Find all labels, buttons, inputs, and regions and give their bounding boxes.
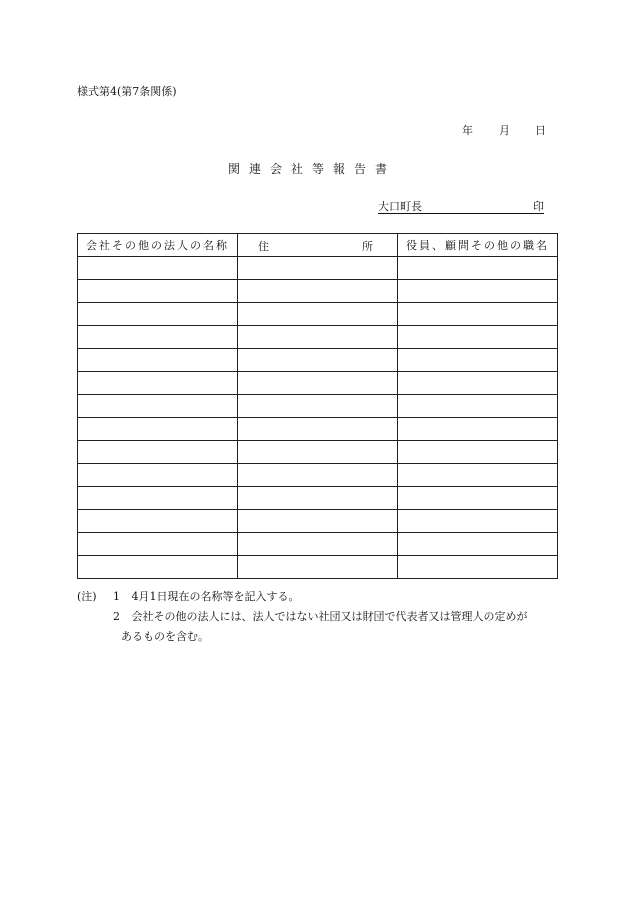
addressee-name: 大口町長 [378,200,422,213]
table-cell[interactable] [398,510,558,533]
table-cell[interactable] [238,556,398,579]
table-cell[interactable] [238,257,398,280]
table-row [78,510,558,533]
table-row [78,441,558,464]
table-cell[interactable] [238,418,398,441]
table-cell[interactable] [238,395,398,418]
table-cell[interactable] [78,464,238,487]
table-cell[interactable] [78,395,238,418]
table-row [78,349,558,372]
table-cell[interactable] [78,533,238,556]
document-title: 関連会社等報告書 [228,162,397,176]
table-cell[interactable] [238,464,398,487]
table-cell[interactable] [78,372,238,395]
header-address-part1: 住 [258,240,271,253]
table-cell[interactable] [78,510,238,533]
table-cell[interactable] [78,303,238,326]
table-cell[interactable] [238,349,398,372]
table-cell[interactable] [398,441,558,464]
note-item-2 [113,607,528,626]
table-row [78,418,558,441]
date-day-label: 日 [535,124,546,137]
table-row [78,326,558,349]
table-row [78,372,558,395]
date-year-label: 年 [462,124,473,137]
table-cell[interactable] [238,441,398,464]
table-cell[interactable] [398,326,558,349]
note-number: 1 [113,590,120,603]
table-row [78,556,558,579]
table-row [78,395,558,418]
table-cell[interactable] [398,395,558,418]
table-cell[interactable] [78,257,238,280]
table-row [78,533,558,556]
header-company-name: 会社その他の法人の名称 [78,234,238,257]
table-cell[interactable] [238,510,398,533]
seal-label: 印 [533,200,544,213]
table-cell[interactable] [238,372,398,395]
table-cell[interactable] [398,372,558,395]
table-body [78,257,558,579]
table-cell[interactable] [238,487,398,510]
addressee-line [378,198,544,214]
note-marker: (注) [77,590,97,603]
table-cell[interactable] [78,441,238,464]
note-text: 4月1日現在の名称等を記入する。 [131,590,300,603]
table-cell[interactable] [78,556,238,579]
table-cell[interactable] [398,556,558,579]
note-item-1 [113,587,300,606]
table-cell[interactable] [398,257,558,280]
related-company-table [77,233,558,579]
note-number: 2 [113,610,120,623]
table-cell[interactable] [398,464,558,487]
table-cell[interactable] [398,418,558,441]
table-cell[interactable] [78,280,238,303]
header-address [238,234,398,257]
table-row [78,280,558,303]
table-row [78,303,558,326]
form-number: 様式第4(第7条関係) [77,85,177,98]
table-cell[interactable] [238,303,398,326]
table-cell[interactable] [238,326,398,349]
table-cell[interactable] [238,280,398,303]
table-cell[interactable] [398,533,558,556]
table-cell[interactable] [78,326,238,349]
table-cell[interactable] [398,349,558,372]
table-cell[interactable] [398,487,558,510]
table-cell[interactable] [78,418,238,441]
note-item-2-continuation: あるものを含む。 [121,630,209,643]
header-position: 役員、顧問その他の職名 [398,234,558,257]
header-address-part2: 所 [362,240,375,253]
table-cell[interactable] [398,280,558,303]
table-row [78,487,558,510]
date-month-label: 月 [499,124,510,137]
table-cell[interactable] [78,349,238,372]
table-cell[interactable] [398,303,558,326]
table-header-row [78,234,558,257]
table-cell[interactable] [78,487,238,510]
table-row [78,464,558,487]
note-text: 会社その他の法人には、法人ではない社団又は財団で代表者又は管理人の定めが [131,610,528,623]
table-row [78,257,558,280]
table-cell[interactable] [238,533,398,556]
